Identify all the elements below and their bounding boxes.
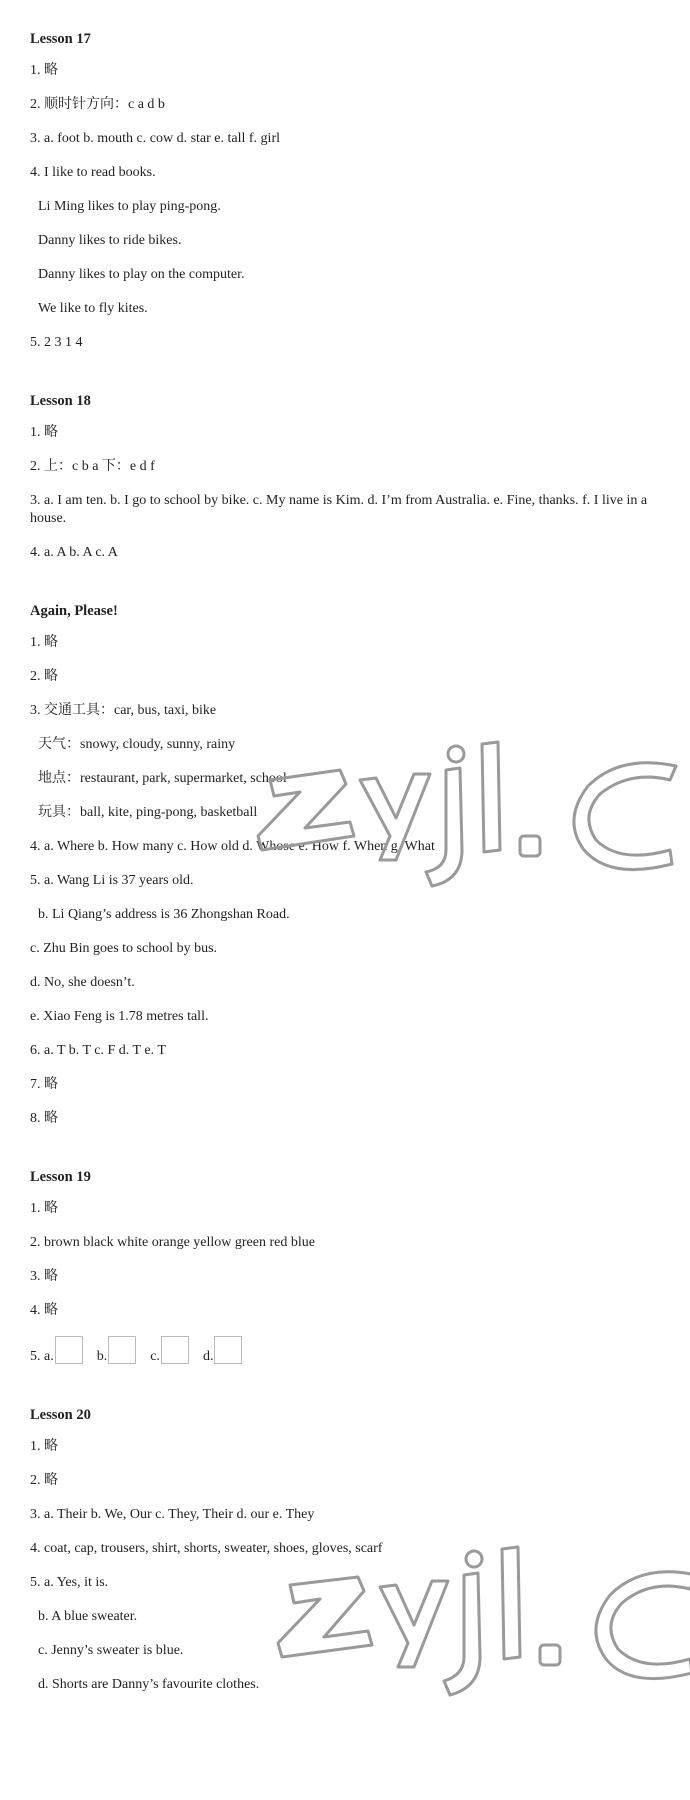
answer-line: Danny likes to play on the computer. [38,267,245,282]
lesson-title: Lesson 17 [30,31,91,47]
answer-line: Danny likes to ride bikes. [38,233,182,248]
answer-line: 5. 2 3 1 4 [30,335,83,350]
lesson-title: Lesson 20 [30,1407,91,1423]
answer-line: e. Xiao Feng is 1.78 metres tall. [30,1009,209,1024]
answer-line: 7. 略 [30,1077,58,1092]
answer-line: 4. a. Where b. How many c. How old d. Whose e. How f. When g. What [30,839,435,854]
answer-line: 3. a. I am ten. b. I go to school by bike. c. My name is Kim. d. I’m from Australia. e. Fine, thanks. f. I live in a house. [30,493,648,526]
answer-box[interactable] [55,1336,83,1364]
answer-line: Li Ming likes to play ping-pong. [38,199,221,214]
answer-line: 1. 略 [30,1201,58,1216]
answer-line: 1. 略 [30,635,58,650]
answer-line: 3. 交通工具：car, bus, taxi, bike [30,703,217,718]
answer-line: d. No, she doesn’t. [30,975,135,990]
lesson-section [30,1404,650,1694]
lesson-title: Again, Please! [30,603,118,619]
answer-line: b. A blue sweater. [38,1609,138,1624]
answer-line: 天气：snowy, cloudy, sunny, rainy [38,737,236,752]
answer-line: b. Li Qiang’s address is 36 Zhongshan Road. [38,907,290,922]
answer-line: 地点：restaurant, park, supermarket, school [38,771,287,786]
box-label: d. [202,1349,214,1364]
lesson-section [30,1166,650,1366]
answer-box[interactable] [161,1336,189,1364]
answer-line: 2. brown black white orange yellow green red blue [30,1235,315,1250]
answer-line: 5. a. Yes, it is. [30,1575,109,1590]
answer-line: 2. 顺时针方向：c a d b [30,97,165,112]
answer-document [30,28,650,1732]
box-label: b. [96,1349,108,1364]
answer-line: 4. I like to read books. [30,165,156,180]
answer-line: 6. a. T b. T c. F d. T e. T [30,1043,166,1058]
answer-line: 2. 略 [30,669,58,684]
answer-line: 4. coat, cap, trousers, shirt, shorts, sweater, shoes, gloves, scarf [30,1541,383,1556]
lesson-section [30,390,650,562]
answer-line: 玩具：ball, kite, ping-pong, basketball [38,805,258,820]
answer-line: 3. a. Their b. We, Our c. They, Their d. our e. They [30,1507,315,1522]
answer-line: 1. 略 [30,425,58,440]
answer-line: 8. 略 [30,1111,58,1126]
answer-line: 5. a. Wang Li is 37 years old. [30,873,194,888]
answer-line: c. Zhu Bin goes to school by bus. [30,941,218,956]
box-label: a. [44,1349,54,1364]
answer-line: c. Jenny’s sweater is blue. [38,1643,184,1658]
answer-box[interactable] [214,1336,242,1364]
answer-line: 1. 略 [30,1439,58,1454]
box-label: c. [150,1349,160,1364]
answer-line: 3. 略 [30,1269,58,1284]
answer-line: 2. 上：c b a 下：e d f [30,459,155,474]
lesson-section [30,28,650,352]
answer-line: 3. a. foot b. mouth c. cow d. star e. tall f. girl [30,131,280,146]
answer-box[interactable] [108,1336,136,1364]
item-number: 5. [30,1349,41,1364]
answer-line: 2. 略 [30,1473,58,1488]
lesson-title: Lesson 19 [30,1169,91,1185]
lesson-title: Lesson 18 [30,393,91,409]
answer-line: We like to fly kites. [38,301,148,316]
answer-line: d. Shorts are Danny’s favourite clothes. [38,1677,260,1692]
answer-line: 1. 略 [30,63,58,78]
checkbox-row [30,1336,650,1366]
answer-line: 4. a. A b. A c. A [30,545,118,560]
lesson-section [30,600,650,1128]
answer-line: 4. 略 [30,1303,58,1318]
